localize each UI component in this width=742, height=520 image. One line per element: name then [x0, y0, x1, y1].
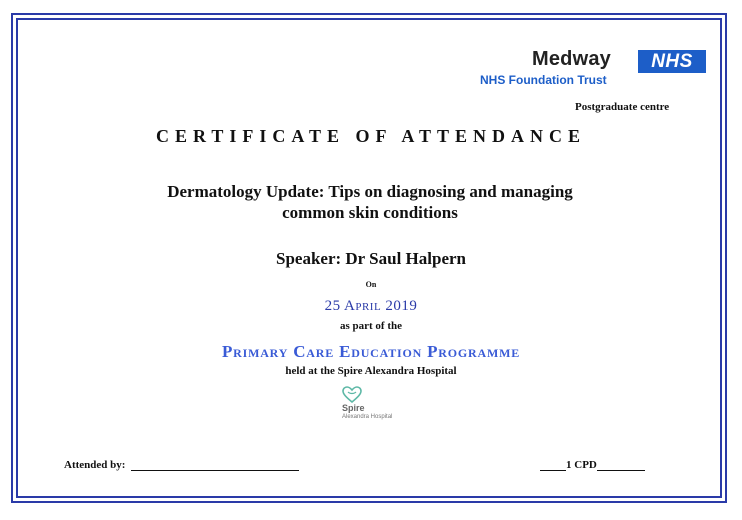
spire-logo-subtitle: Alexandra Hospital: [342, 414, 393, 420]
on-label: On: [365, 280, 377, 289]
course-title-line1: Dermatology Update: Tips on diagnosing and managing: [167, 182, 573, 201]
certificate-title: CERTIFICATE OF ATTENDANCE: [155, 126, 587, 146]
speaker-name: Speaker: Dr Saul Halpern: [275, 249, 466, 268]
course-title: [100, 181, 640, 223]
attended-by-field: [64, 459, 299, 471]
cpd-field: [540, 459, 645, 471]
attended-by-signature-line: [131, 459, 299, 471]
spire-logo-name: Spire: [342, 403, 365, 413]
cpd-line-left: [540, 459, 566, 471]
nhs-mark: NHS: [638, 50, 706, 73]
spire-logo: [340, 386, 400, 426]
programme-name: Primary Care Education Programme: [221, 342, 521, 361]
medway-nhs-logo: [472, 44, 712, 94]
cpd-line-right: [597, 459, 645, 471]
logo-trust-name: NHS Foundation Trust: [480, 73, 607, 87]
as-part-of-label: as part of the: [339, 320, 403, 332]
event-date: 25 April 2019: [324, 298, 418, 314]
course-title-line2: common skin conditions: [282, 203, 458, 222]
attended-by-label: Attended by:: [64, 459, 126, 471]
department-label: Postgraduate centre: [575, 101, 670, 113]
venue-line: held at the Spire Alexandra Hospital: [285, 365, 457, 377]
logo-org-name: Medway: [532, 48, 612, 70]
spire-heart-icon: [342, 386, 362, 404]
cpd-label: 1 CPD: [566, 459, 597, 471]
